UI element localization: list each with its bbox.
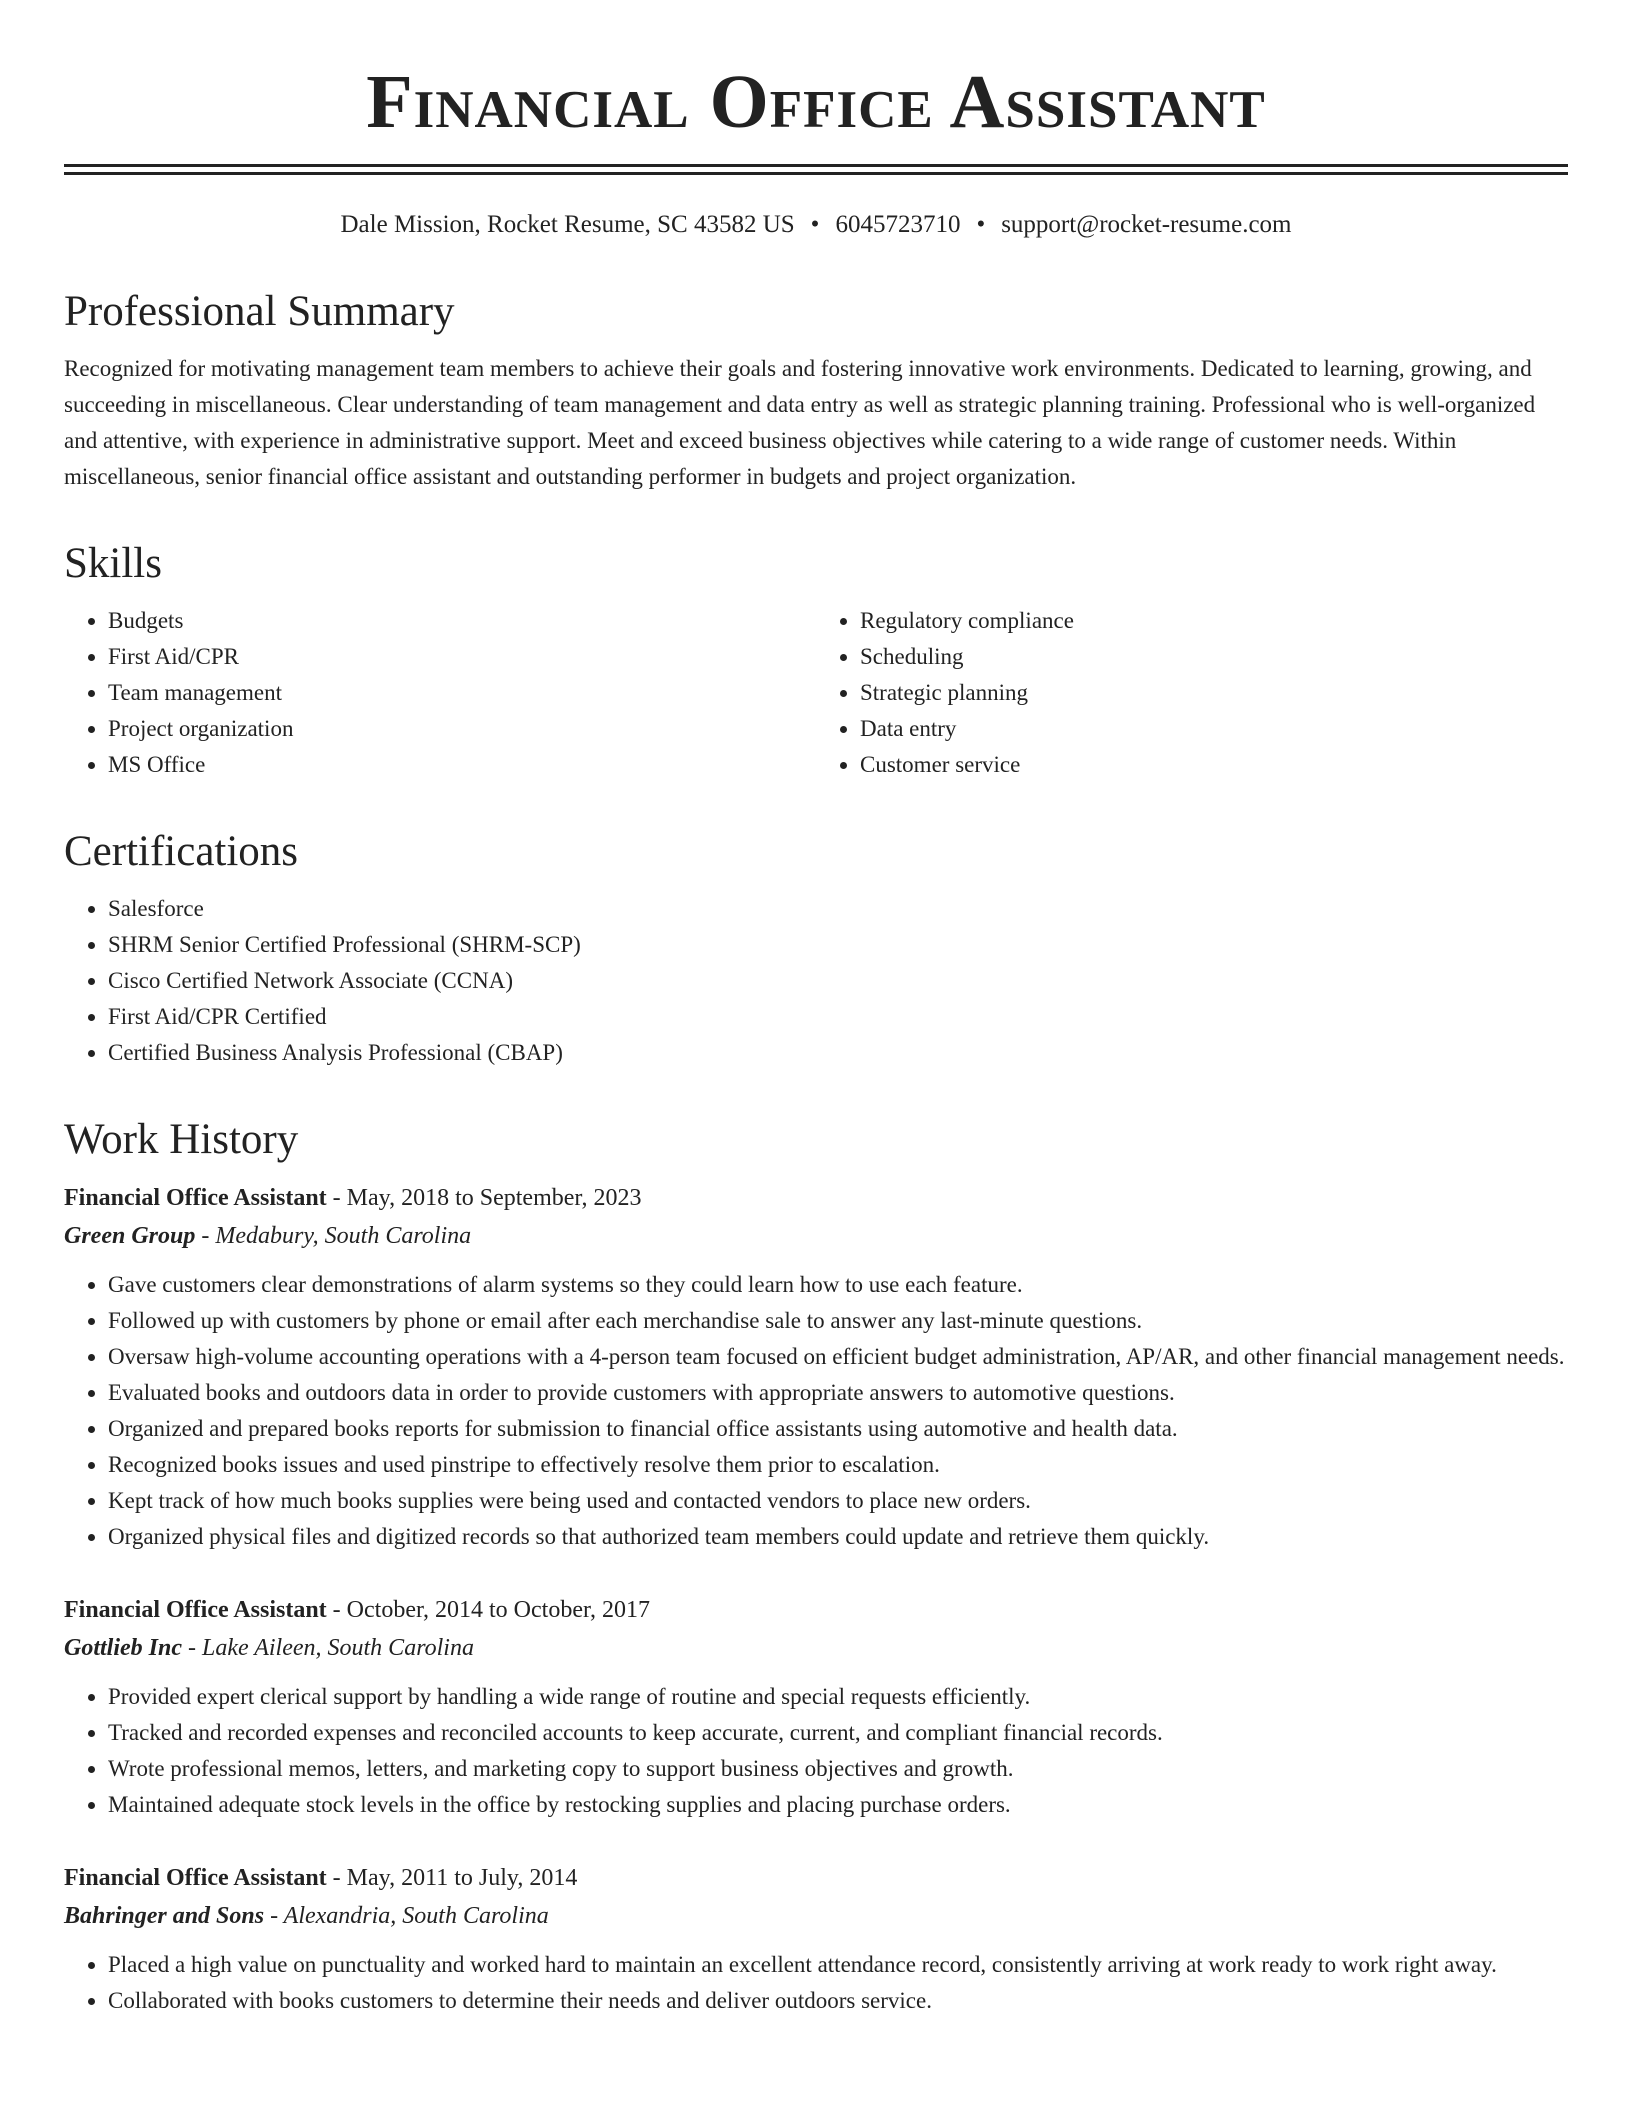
job-entry [64,1179,1568,1555]
skill-item: • First Aid/CPR [108,639,816,675]
job-title: Financial Office Assistant [64,1865,327,1891]
certifications-heading: Certifications [64,828,299,875]
summary-heading: Professional Summary [64,288,455,335]
skills-columns [64,603,1568,783]
job-entry [64,1859,1568,2019]
skill-item: • Team management [108,675,816,711]
header-divider [64,164,1568,167]
job-bullet: • Evaluated books and outdoors data in order to provide customers with appropriate answers to automotive questions. [108,1375,1568,1411]
header-divider-second [64,172,1568,175]
summary-text: Recognized for motivating management team members to achieve their goals and fostering innovative work environments. Dedicated to learning, growing, and succeeding in miscellaneous. Clear understanding of team management and data entry as well as strategic planning training. Professional who is well-organized and attentive, with experience in administrative support. Meet and exceed business objectives while catering to a wide range of customer needs. Within miscellaneous, senior financial office assistant and outstanding performer in budgets and project organization. [64,356,1536,489]
job-location: - Medabury, South Carolina [195,1223,472,1249]
job-bullet: • Organized and prepared books reports for submission to financial office assistants using automotive and health data. [108,1411,1568,1447]
job-bullet: • Collaborated with books customers to determine their needs and deliver outdoors service. [108,1983,1568,2019]
job-title-line [64,1179,1568,1217]
certifications-list [64,891,1568,1071]
work-history-heading: Work History [64,1116,299,1163]
contact-separator: • [976,211,986,238]
job-bullet: • Maintained adequate stock levels in the office by restocking supplies and placing purchase orders. [108,1787,1568,1823]
job-bullet: • Placed a high value on punctuality and worked hard to maintain an excellent attendance record, consistently arriving at work ready to work right away. [108,1947,1568,1983]
job-company: Bahringer and Sons [64,1903,265,1929]
job-bullet: • Tracked and recorded expenses and reconciled accounts to keep accurate, current, and compliant financial records. [108,1715,1568,1751]
resume-name-title: Financial Office Assistant [366,60,1266,144]
job-bullet: • Followed up with customers by phone or email after each merchandise sale to answer any last-minute questions. [108,1303,1568,1339]
job-bullet: • Organized physical files and digitized records so that authorized team members could update and retrieve them quickly. [108,1519,1568,1555]
job-title-line [64,1859,1568,1897]
skills-list-right [816,603,1568,783]
job-location: - Alexandria, South Carolina [264,1903,549,1929]
skill-item: • Project organization [108,711,816,747]
certification-item: • Salesforce [108,891,1568,927]
certification-item: • Certified Business Analysis Professional (CBAP) [108,1035,1568,1071]
job-bullet: • Kept track of how much books supplies were being used and contacted vendors to place new orders. [108,1483,1568,1519]
skill-item: • MS Office [108,747,816,783]
job-employer-line [64,1217,1568,1255]
job-company: Green Group [64,1223,196,1249]
certification-item: • Cisco Certified Network Associate (CCNA) [108,963,1568,999]
contact-line [64,211,1568,239]
job-title-line [64,1591,1568,1629]
job-location: - Lake Aileen, South Carolina [182,1635,474,1661]
job-bullets [64,1267,1568,1555]
job-bullets [64,1679,1568,1823]
contact-separator: • [810,211,820,238]
job-bullet: • Oversaw high-volume accounting operations with a 4-person team focused on efficient budget administration, AP/AR, and other financial management needs. [108,1339,1568,1375]
skill-item: • Regulatory compliance [860,603,1568,639]
skill-item: • Strategic planning [860,675,1568,711]
job-bullet: • Gave customers clear demonstrations of alarm systems so they could learn how to use each feature. [108,1267,1568,1303]
job-bullet: • Recognized books issues and used pinstripe to effectively resolve them prior to escalation. [108,1447,1568,1483]
certification-item: • First Aid/CPR Certified [108,999,1568,1035]
skills-list-left [64,603,816,783]
contact-address: Dale Mission, Rocket Resume, SC 43582 US [340,211,795,238]
skill-item: • Scheduling [860,639,1568,675]
contact-phone: 6045723710 [835,211,961,238]
contact-email: support@rocket-resume.com [1001,211,1292,238]
job-title: Financial Office Assistant [64,1185,327,1211]
job-employer-line [64,1629,1568,1667]
job-company: Gottlieb Inc [64,1635,182,1661]
job-employer-line [64,1897,1568,1935]
skill-item: • Customer service [860,747,1568,783]
job-entry [64,1591,1568,1823]
skill-item: • Data entry [860,711,1568,747]
job-bullets [64,1947,1568,2019]
job-bullet: • Provided expert clerical support by handling a wide range of routine and special requests efficiently. [108,1679,1568,1715]
certification-item: • SHRM Senior Certified Professional (SHRM-SCP) [108,927,1568,963]
job-bullet: • Wrote professional memos, letters, and marketing copy to support business objectives and growth. [108,1751,1568,1787]
skills-heading: Skills [64,540,162,587]
job-dates: - May, 2018 to September, 2023 [326,1185,642,1211]
job-dates: - May, 2011 to July, 2014 [326,1865,578,1891]
skill-item: • Budgets [108,603,816,639]
job-title: Financial Office Assistant [64,1597,327,1623]
job-dates: - October, 2014 to October, 2017 [326,1597,651,1623]
